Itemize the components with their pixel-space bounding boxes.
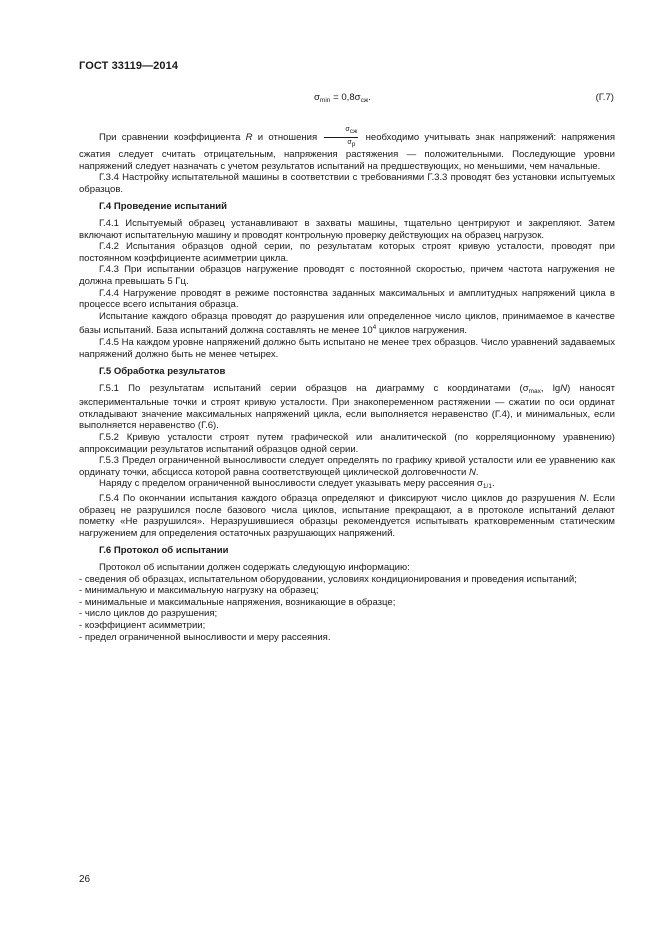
page-number: 26: [79, 874, 91, 885]
protocol-list: [79, 574, 615, 644]
paragraph-g5-3: Г.5.3 Предел ограниченной выносливости следует определять по графику кривой усталости или ее уравнению как ординату точки, абсцисса которой равна соответствующей циклической долговечности N.: [79, 455, 615, 478]
formula-number: (Г.7): [595, 92, 614, 103]
section-title-g6: Г.6 Протокол об испытании: [99, 545, 229, 557]
list-item: - предел ограниченной выносливости и меру рассеяния.: [79, 631, 331, 643]
paragraph-g4-4: Г.4.4 Нагружение проводят в режиме постоянства заданных максимальных и амплитудных напряжений цикла в процессе всего испытания образца.: [79, 287, 615, 311]
document-body: [79, 126, 615, 643]
paragraph-test-base: Испытание каждого образца проводят до разрушения или определенное число циклов, принимаемое в качестве базы испытаний. База испытаний должна составлять не менее $10^4$ циклов нагружения.: [79, 310, 615, 337]
paragraph-g3-4: Г.3.4 Настройку испытательной машины в соответствии с требованиями Г.3.3 проводят без установки испытуемых образцов.: [79, 172, 615, 195]
list-item: - коэффициент асимметрии;: [79, 619, 206, 631]
paragraph-g4-1: Г.4.1 Испытуемый образец устанавливают в захваты машины, тщательно центрируют и закрепляют. Затем включают испытательную машину и проводят контрольную проверку действующих на образец нагрузок.: [79, 217, 615, 241]
ratio-fraction: $\frac{\sigma_{сж}}{\sigma_р}$: [324, 126, 358, 149]
document-header: ГОСТ 33119—2014: [79, 60, 179, 72]
list-item: - сведения об образцах, испытательном оборудовании, условиях кондиционирования и проведения испытаний;: [79, 573, 577, 585]
formula-g7: $\sigma_{min} = 0,8\sigma_{сж}$.: [314, 92, 371, 104]
paragraph-g4-3: Г.4.3 При испытании образцов нагружение проводят с постоянной скоростью, причем частота нагружения не должна превышать 5 Гц.: [79, 264, 615, 287]
list-item: - минимальные и максимальные напряжения, возникающие в образце;: [79, 596, 396, 608]
paragraph-g5-4: Г.5.4 По окончании испытания каждого образца определяют и фиксируют число циклов до разрушения N. Если образец не разрушился после базового числа циклов, испытание прекращают, а в протоколе испытаний делают пометку «Не разрушился». Неразрушившиеся образцы рекомендуется испытывать кратковременным статическим нагружением для определения остаточных разрушающих напряжений.: [79, 493, 615, 539]
paragraph-g4-5: Г.4.5 На каждом уровне напряжений должно быть испытано не менее трех образцов. Число уравнений задаваемых напряжений должно быть не менее четырех.: [79, 336, 615, 360]
paragraph-g5-2: Г.5.2 Кривую усталости строят путем графической или аналитической (по корреляционному уравнению) аппроксимации результатов испытаний образцов одной серии.: [79, 432, 615, 455]
paragraph-g6-intro: Протокол об испытании должен содержать следующую информацию:: [99, 562, 410, 573]
paragraph-g5-1: Г.5.1 По результатам испытаний серии образцов на диаграмму с координатами ($\sigma_{max}$, lgN) наносят экспериментальные точки и строят кривую усталости. При знакопеременном растяжении — сжатии по оси ординат откладывают значение максимальных напряжений цикла, если выполняется неравенство (Г.4), и минимальных, если выполняется неравенство (Г.6).: [79, 382, 616, 432]
paragraph-ratio: При сравнении коэффициента R и отношения $\frac{\sigma_{сж}}{\sigma_р}$ необходимо учитывать знак напряжений: напряжения сжатия следует считать отрицательным, напряжения растяжения — положительными. Последующие уровни напряжений следует назначать с учетом результатов испытаний на предшествующих, но меньшими, чем начальные.: [79, 126, 615, 172]
list-item: - число циклов до разрушения;: [79, 608, 218, 620]
section-title-g5: Г.5 Обработка результатов: [99, 366, 226, 378]
section-title-g4: Г.4 Проведение испытаний: [99, 201, 227, 213]
paragraph-scatter: Наряду с пределом ограниченной выносливости следует указывать меру рассеяния $\sigma_{1/1}$.: [99, 478, 495, 491]
paragraph-g4-2: Г.4.2 Испытания образцов одной серии, по результатам которых строят кривую усталости, проводят при постоянном коэффициенте асимметрии цикла.: [79, 241, 615, 264]
list-item: - минимальную и максимальную нагрузку на образец;: [79, 585, 319, 597]
